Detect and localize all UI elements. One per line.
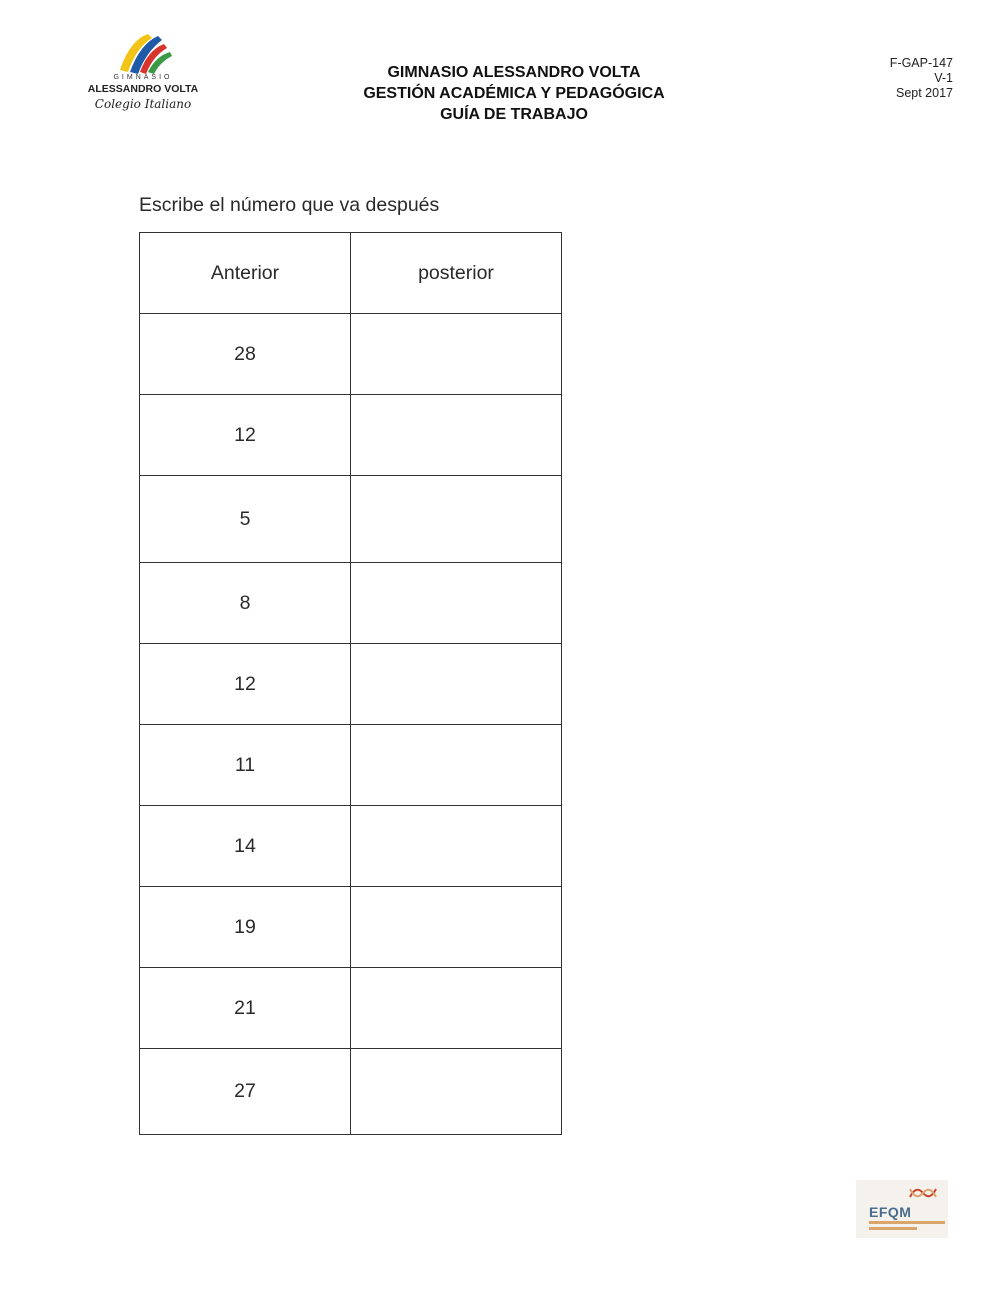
table-row <box>140 968 562 1049</box>
efqm-tagline-bar <box>869 1227 917 1230</box>
anterior-cell: 12 <box>140 644 351 725</box>
table-row <box>140 1049 562 1135</box>
document-code-version: V-1 <box>934 71 953 85</box>
document-code-id: F-GAP-147 <box>889 56 953 70</box>
anterior-cell: 5 <box>140 476 351 563</box>
posterior-cell[interactable] <box>351 476 562 563</box>
posterior-cell[interactable] <box>351 395 562 476</box>
posterior-cell[interactable] <box>351 725 562 806</box>
anterior-cell: 11 <box>140 725 351 806</box>
table-row <box>140 476 562 563</box>
table-row <box>140 806 562 887</box>
header-title-management: GESTIÓN ACADÉMICA Y PEDAGÓGICA <box>363 85 665 102</box>
anterior-cell: 8 <box>140 563 351 644</box>
posterior-cell[interactable] <box>351 1049 562 1135</box>
header-title-guide: GUÍA DE TRABAJO <box>440 106 588 123</box>
table-row <box>140 563 562 644</box>
posterior-cell[interactable] <box>351 887 562 968</box>
anterior-cell: 27 <box>140 1049 351 1135</box>
logo-text-subtitle: Colegio Italiano <box>94 97 192 111</box>
efqm-badge <box>856 1180 948 1238</box>
table-row <box>140 887 562 968</box>
logo-brush-icon <box>78 30 208 76</box>
anterior-cell: 14 <box>140 806 351 887</box>
anterior-cell: 19 <box>140 887 351 968</box>
logo-text-name: ALESSANDRO VOLTA <box>87 83 199 95</box>
header-title-school: GIMNASIO ALESSANDRO VOLTA <box>387 64 641 81</box>
table-row <box>140 644 562 725</box>
posterior-cell[interactable] <box>351 644 562 725</box>
document-code-date: Sept 2017 <box>896 86 953 100</box>
posterior-cell[interactable] <box>351 968 562 1049</box>
posterior-cell[interactable] <box>351 806 562 887</box>
table-row <box>140 395 562 476</box>
table-row <box>140 725 562 806</box>
efqm-tagline-bar <box>869 1221 945 1224</box>
table-header-row <box>140 233 562 314</box>
header-posterior: posterior <box>351 233 562 314</box>
logo-text-gimnasio: GIMNASIO <box>113 74 173 81</box>
header-anterior: Anterior <box>140 233 351 314</box>
efqm-label: EFQM <box>869 1204 912 1220</box>
posterior-cell[interactable] <box>351 314 562 395</box>
document-header <box>300 62 728 125</box>
anterior-cell: 28 <box>140 314 351 395</box>
anterior-cell: 21 <box>140 968 351 1049</box>
number-table <box>139 232 562 1135</box>
instruction-text: Escribe el número que va después <box>139 194 440 216</box>
document-code <box>890 56 953 101</box>
table-row <box>140 314 562 395</box>
school-logo <box>78 30 208 122</box>
anterior-cell: 12 <box>140 395 351 476</box>
infinity-icon <box>906 1183 940 1203</box>
posterior-cell[interactable] <box>351 563 562 644</box>
